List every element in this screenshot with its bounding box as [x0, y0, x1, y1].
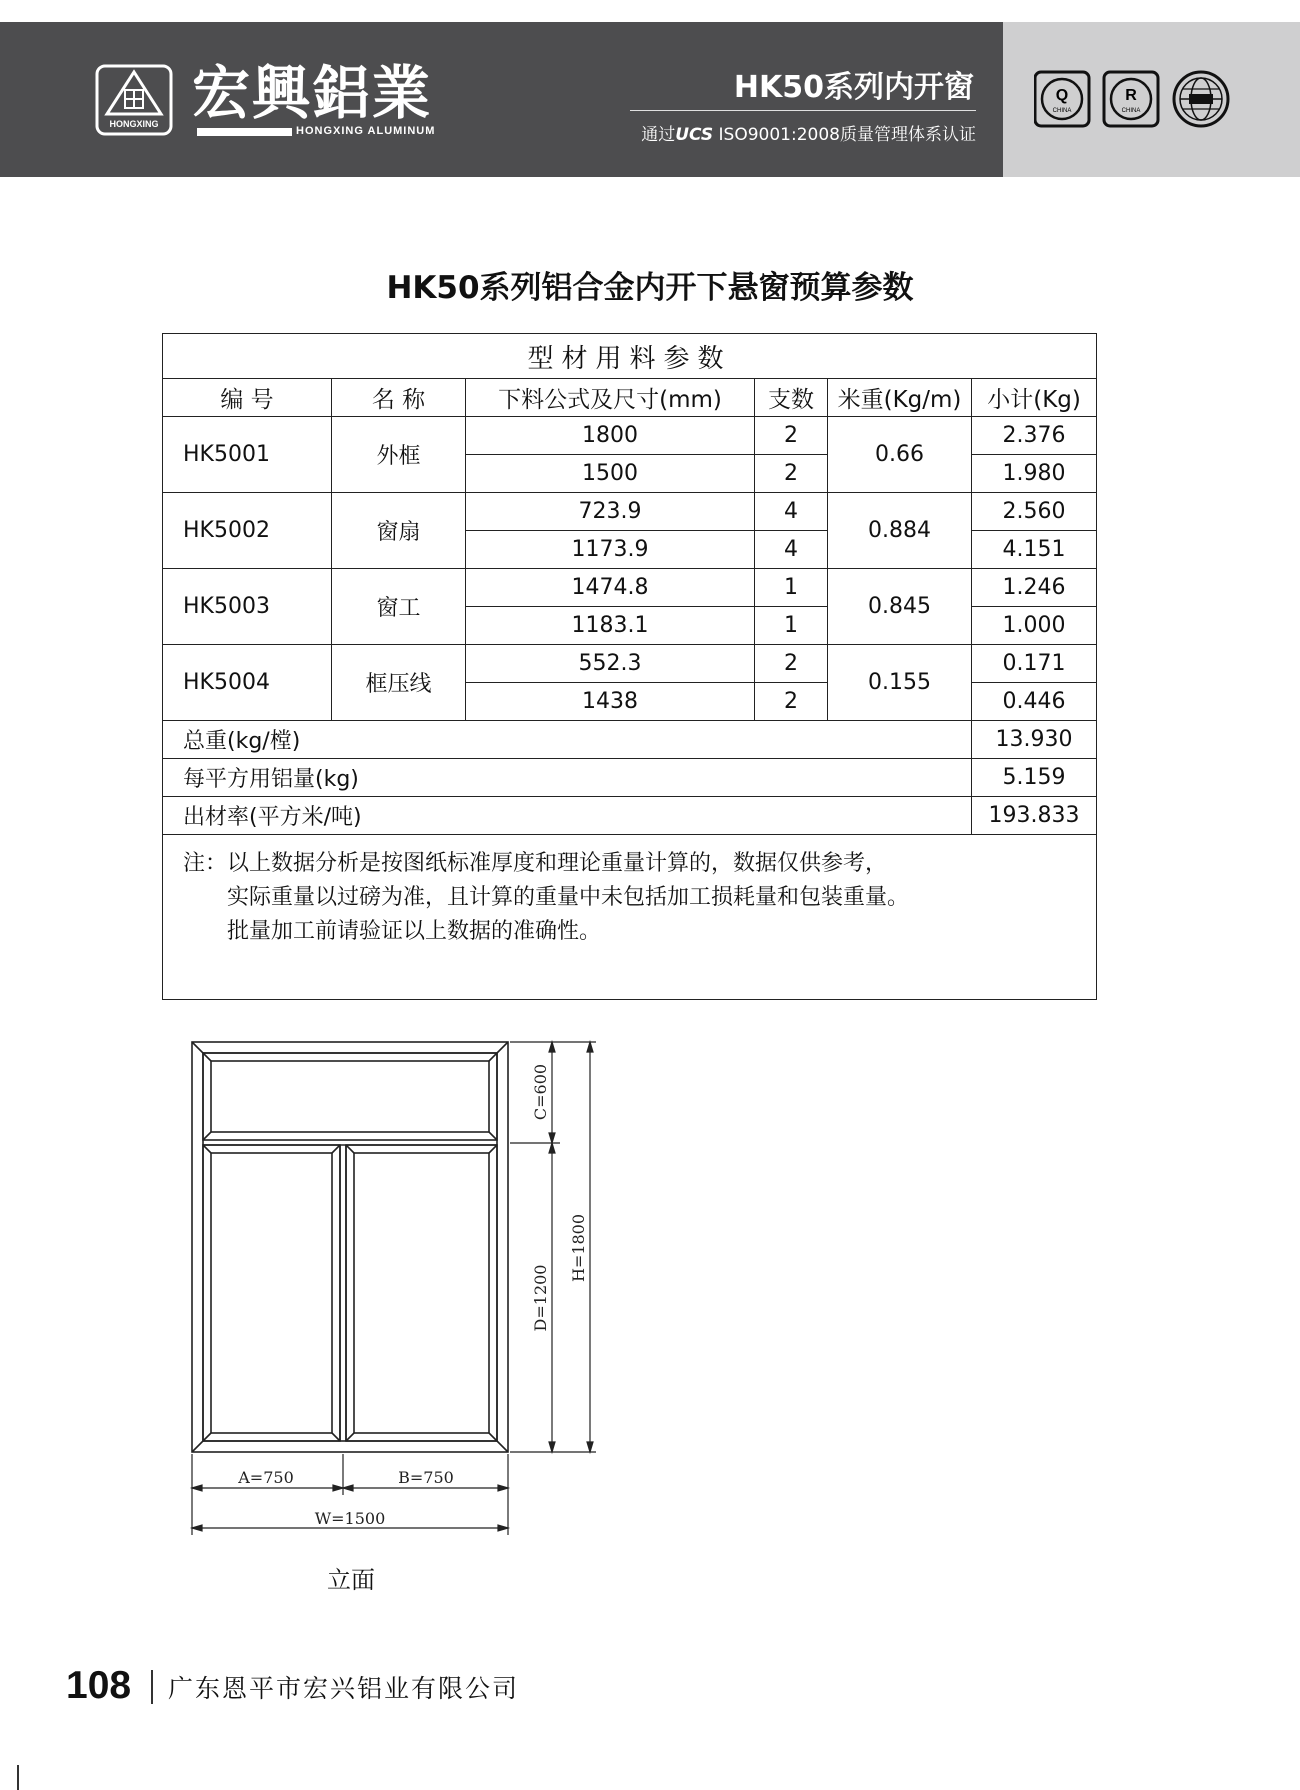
note-line: 批量加工前请验证以上数据的准确性。: [227, 919, 602, 944]
piece-count: 4: [755, 531, 828, 569]
table-section-header: [163, 334, 1097, 379]
summary-value: 13.930: [972, 721, 1097, 759]
footer-company-name: 广东恩平市宏兴铝业有限公司: [168, 1674, 520, 1703]
section-title: 型材用料参数: [163, 334, 1097, 379]
outer-frame: [192, 1042, 508, 1452]
profile-name: 外框: [332, 417, 466, 493]
subtotal: 2.376: [972, 417, 1097, 455]
summary-row-per-sqm: [163, 759, 1097, 797]
subtotal: 4.151: [972, 531, 1097, 569]
svg-text:CHINA: CHINA: [1052, 108, 1072, 114]
column-header-subtotal: 小计(Kg): [972, 379, 1097, 417]
note-line: 实际重量以过磅为准，且计算的重量中未包括加工损耗量和包装重量。: [227, 885, 910, 910]
piece-count: 1: [755, 607, 828, 645]
column-header-count: 支数: [755, 379, 828, 417]
piece-count: 2: [755, 417, 828, 455]
summary-value: 5.159: [972, 759, 1097, 797]
dimension-label-d: D=1200: [531, 1264, 550, 1332]
brand-name-cn: 宏興鋁業: [192, 59, 433, 127]
summary-label: 出材率(平方米/吨): [163, 797, 972, 835]
series-title: HK50系列内开窗: [733, 70, 974, 105]
piece-count: 1: [755, 569, 828, 607]
piece-count: 2: [755, 455, 828, 493]
svg-text:Q: Q: [1055, 87, 1069, 104]
profile-name: 框压线: [332, 645, 466, 721]
dimension-label-h: H=1800: [569, 1213, 588, 1283]
summary-label: 每平方用铝量(kg): [163, 759, 972, 797]
dimension-label-a: A=750: [238, 1468, 294, 1487]
column-header-code: 编 号: [163, 379, 332, 417]
certification-text: [641, 120, 976, 145]
cut-size: 1438: [466, 683, 755, 721]
cut-size: 552.3: [466, 645, 755, 683]
window-elevation-drawing: [180, 1030, 620, 1550]
summary-label: 总重(kg/樘): [163, 721, 972, 759]
table-column-headers: [163, 379, 1097, 417]
header-divider: [630, 110, 976, 111]
right-sash: [346, 1145, 497, 1441]
logo-text: HONGXING: [109, 119, 159, 129]
subtotal: 0.171: [972, 645, 1097, 683]
footer-separator: [151, 1670, 153, 1704]
summary-value: 193.833: [972, 797, 1097, 835]
table-row: [163, 645, 1097, 683]
dimension-label-b: B=750: [398, 1468, 454, 1487]
meter-weight: 0.155: [828, 645, 972, 721]
meter-weight: 0.845: [828, 569, 972, 645]
dimension-label-w: W=1500: [314, 1509, 386, 1528]
profile-code: HK5001: [163, 417, 332, 493]
table-row: [163, 569, 1097, 607]
document-title: HK50系列铝合金内开下悬窗预算参数: [386, 270, 914, 306]
piece-count: 2: [755, 683, 828, 721]
table-row: [163, 417, 1097, 455]
svg-text:CHINA: CHINA: [1121, 108, 1141, 114]
subtotal: 2.560: [972, 493, 1097, 531]
subtotal: 0.446: [972, 683, 1097, 721]
profile-code: HK5002: [163, 493, 332, 569]
certification-marks: [1034, 70, 1234, 130]
profile-name: 窗扇: [332, 493, 466, 569]
table-row: [163, 493, 1097, 531]
brand-name-en: HONGXING ALUMINUM: [296, 125, 436, 137]
material-parameters-table: [162, 333, 1097, 1000]
note-cell: [163, 835, 1097, 1000]
subtotal: 1.980: [972, 455, 1097, 493]
page-number: 108: [66, 1664, 132, 1707]
cut-size: 1183.1: [466, 607, 755, 645]
note-line: 注：以上数据分析是按图纸标准厚度和理论重量计算的，数据仅供参考，: [183, 851, 888, 876]
piece-count: 2: [755, 645, 828, 683]
cert-suffix: ISO9001:2008质量管理体系认证: [718, 125, 976, 145]
r-china-mark-icon: [1104, 72, 1158, 126]
summary-row-yield: [163, 797, 1097, 835]
cut-size: 1800: [466, 417, 755, 455]
summary-row-total-weight: [163, 721, 1097, 759]
drawing-caption: 立面: [327, 1566, 375, 1594]
dimension-label-c: C=600: [531, 1063, 550, 1121]
subtotal: 1.246: [972, 569, 1097, 607]
meter-weight: 0.66: [828, 417, 972, 493]
ucs-logo: UCS: [675, 125, 714, 145]
brand-underline: [197, 128, 292, 136]
hongxing-logo-icon: [95, 64, 173, 136]
subtotal: 1.000: [972, 607, 1097, 645]
piece-count: 4: [755, 493, 828, 531]
profile-code: HK5003: [163, 569, 332, 645]
column-header-name: 名 称: [332, 379, 466, 417]
left-sash: [203, 1145, 340, 1441]
cut-size: 1474.8: [466, 569, 755, 607]
cut-size: 1500: [466, 455, 755, 493]
cert-prefix: 通过: [641, 125, 676, 145]
meter-weight: 0.884: [828, 493, 972, 569]
column-header-weight: 米重(Kg/m): [828, 379, 972, 417]
column-header-size: 下料公式及尺寸(mm): [466, 379, 755, 417]
profile-code: HK5004: [163, 645, 332, 721]
page-header: [0, 22, 1300, 177]
note-row: [163, 835, 1097, 1000]
globe-seal-icon: [1174, 72, 1228, 126]
q-china-mark-icon: [1035, 72, 1089, 126]
svg-text:R: R: [1125, 87, 1137, 104]
cut-size: 1173.9: [466, 531, 755, 569]
crop-mark: [17, 1765, 19, 1790]
cut-size: 723.9: [466, 493, 755, 531]
profile-name: 窗工: [332, 569, 466, 645]
top-transom-panel: [203, 1053, 497, 1140]
